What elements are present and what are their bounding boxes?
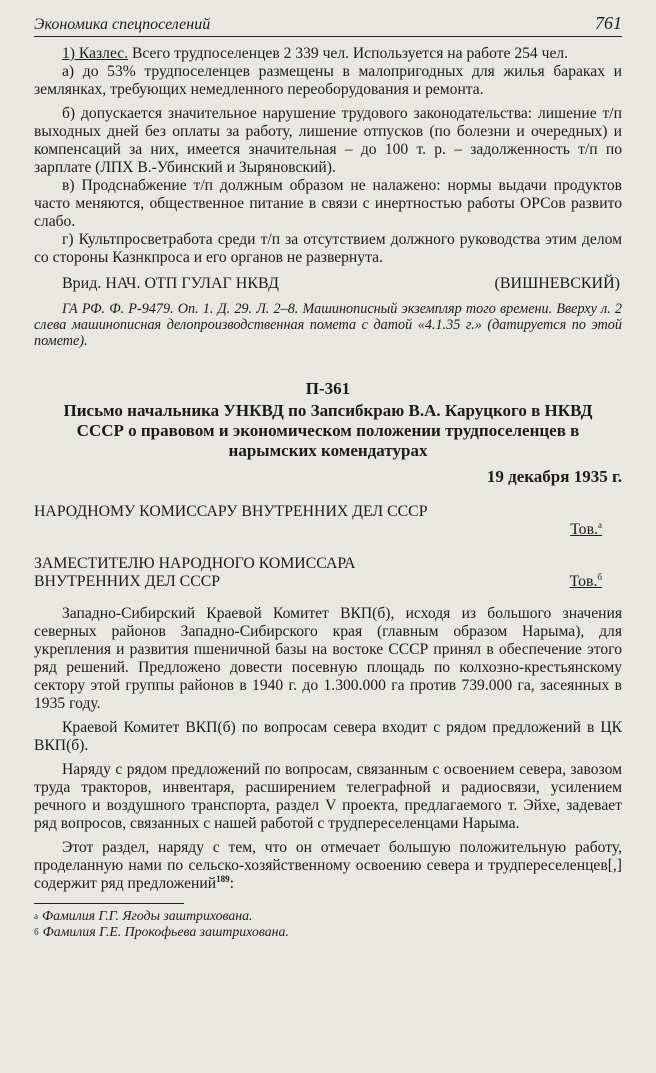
addressee-commissar-tov: Тов.$^а$ xyxy=(570,520,602,538)
archive-source-note: ГА РФ. Ф. Р-9479. Оп. 1. Д. 29. Л. 2–8. Машинописный экземпляр того времени. Вверху л. 2 слева машинописная делопроизводственная помета с датой «4.1.35 г.» (датируется по этой помете). xyxy=(34,301,622,349)
addressee-commissar-text: НАРОДНОМУ КОМИССАРУ ВНУТРЕННИХ ДЕЛ СССР xyxy=(34,503,428,520)
prior-item-1 xyxy=(34,45,622,63)
addressee-commissar-tov-row xyxy=(34,521,622,539)
page-number: 761 xyxy=(595,13,622,33)
addressee-deputy-line2: ВНУТРЕННИХ ДЕЛ СССР xyxy=(34,573,221,590)
addressee-deputy-line1: ЗАМЕСТИТЕЛЮ НАРОДНОГО КОМИССАРА xyxy=(34,555,356,572)
footnote-a xyxy=(34,908,622,924)
footnotes xyxy=(34,908,622,940)
page-content xyxy=(34,45,622,940)
footnote-divider xyxy=(34,903,184,904)
addressee-deputy-line2-row xyxy=(34,573,622,591)
addressee-deputy xyxy=(34,555,622,591)
prior-item-v: в) Продснабжение т/п должным образом не налажено: нормы выдачи продуктов часто меняются, общественное питание в связи с инертностью работы ОРСов развито слабо. xyxy=(34,177,622,230)
footnote-a-mark: а xyxy=(34,911,38,921)
footnote-ref-b: б xyxy=(597,572,602,582)
document-title: Письмо начальника УНКВД по Запсибкраю В.А. Каруцкого в НКВД СССР о правовом и экономическом положении трудпоселенцев в нарымских комендатурах xyxy=(63,401,593,460)
signature-name: (ВИШНЕВСКИЙ) xyxy=(494,275,620,292)
letter-paragraph-2: Краевой Комитет ВКП(б) по вопросам севера входит с рядом предложений в ЦК ВКП(б). xyxy=(34,719,622,754)
footnote-b-text: Фамилия Г.Е. Прокофьева заштрихована. xyxy=(42,924,289,939)
running-head xyxy=(34,10,622,37)
footnote-b xyxy=(34,924,622,940)
document-date: 19 декабря 1935 г. xyxy=(486,467,622,486)
endnote-ref-189: 189 xyxy=(216,874,230,884)
kazles-text: Всего трудпоселенцев 2 339 чел. Используется на работе 254 чел. xyxy=(128,45,569,62)
signature-block xyxy=(34,275,622,293)
letter-paragraph-4: Этот раздел, наряду с тем, что он отмечает большую положительную работу, проделанную нами по сельско-хозяйственному освоению севера и трудпереселенцев[,] содержит ряд предложений$^{189}$: xyxy=(34,839,622,892)
footnote-ref-a: а xyxy=(598,520,602,530)
running-head-title: Экономика спецпоселений xyxy=(34,16,211,33)
addressee-deputy-tov: Тов.$^б$ xyxy=(569,572,602,590)
addressee-commissar xyxy=(34,503,622,539)
document-number: П-361 xyxy=(305,379,351,398)
footnote-b-mark: б xyxy=(34,927,39,937)
prior-item-b: б) допускается значительное нарушение трудового законодательства: лишение т/п выходных дней без оплаты за работу, лишение отпусков (по болезни и очередных) и компенсаций за них, имеется значительная – до 100 т. р. – задолженность т/п по зарплате (ЛПХ В.-Убинский и Зыряновский). xyxy=(34,105,622,176)
kazles-label: 1) Казлес. xyxy=(62,45,129,62)
prior-item-g: г) Культпросветработа среди т/п за отсутствием должного руководства этим делом со стороны Казнкпроса и его органов не развернута. xyxy=(34,231,622,266)
signature-position: Врид. НАЧ. ОТП ГУЛАГ НКВД xyxy=(62,275,279,292)
prior-item-a: а) до 53% трудпоселенцев размещены в малопригодных для жилья бараках и землянках, требующих немедленного переоборудования и ремонта. xyxy=(34,63,622,98)
letter-paragraph-1: Западно-Сибирский Краевой Комитет ВКП(б), исходя из большого значения северных районов Западно-Сибирского края (главным образом Нарыма), для укрепления и развития пшеничной базы на востоке СССР принял в обеспечение этого ряд решений. Предложено довести посевную площадь по колхозно-крестьянскому сектору этой группы районов в 1940 г. до 1.300.000 га против 739.000 га, засеянных в 1935 году. xyxy=(34,605,622,712)
footnote-a-text: Фамилия Г.Г. Ягоды заштрихована. xyxy=(42,908,253,923)
letter-paragraph-3: Наряду с рядом предложений по вопросам, связанным с освоением севера, завозом труда тракторов, инвентаря, расширением телеграфной и радиосвязи, усилением речного и воздушного транспорта, раздел V проекта, предлагаемого т. Эйхе, задевает ряд вопросов, связанных с нашей работой с трудпереселенцами Нарыма. xyxy=(34,761,622,832)
